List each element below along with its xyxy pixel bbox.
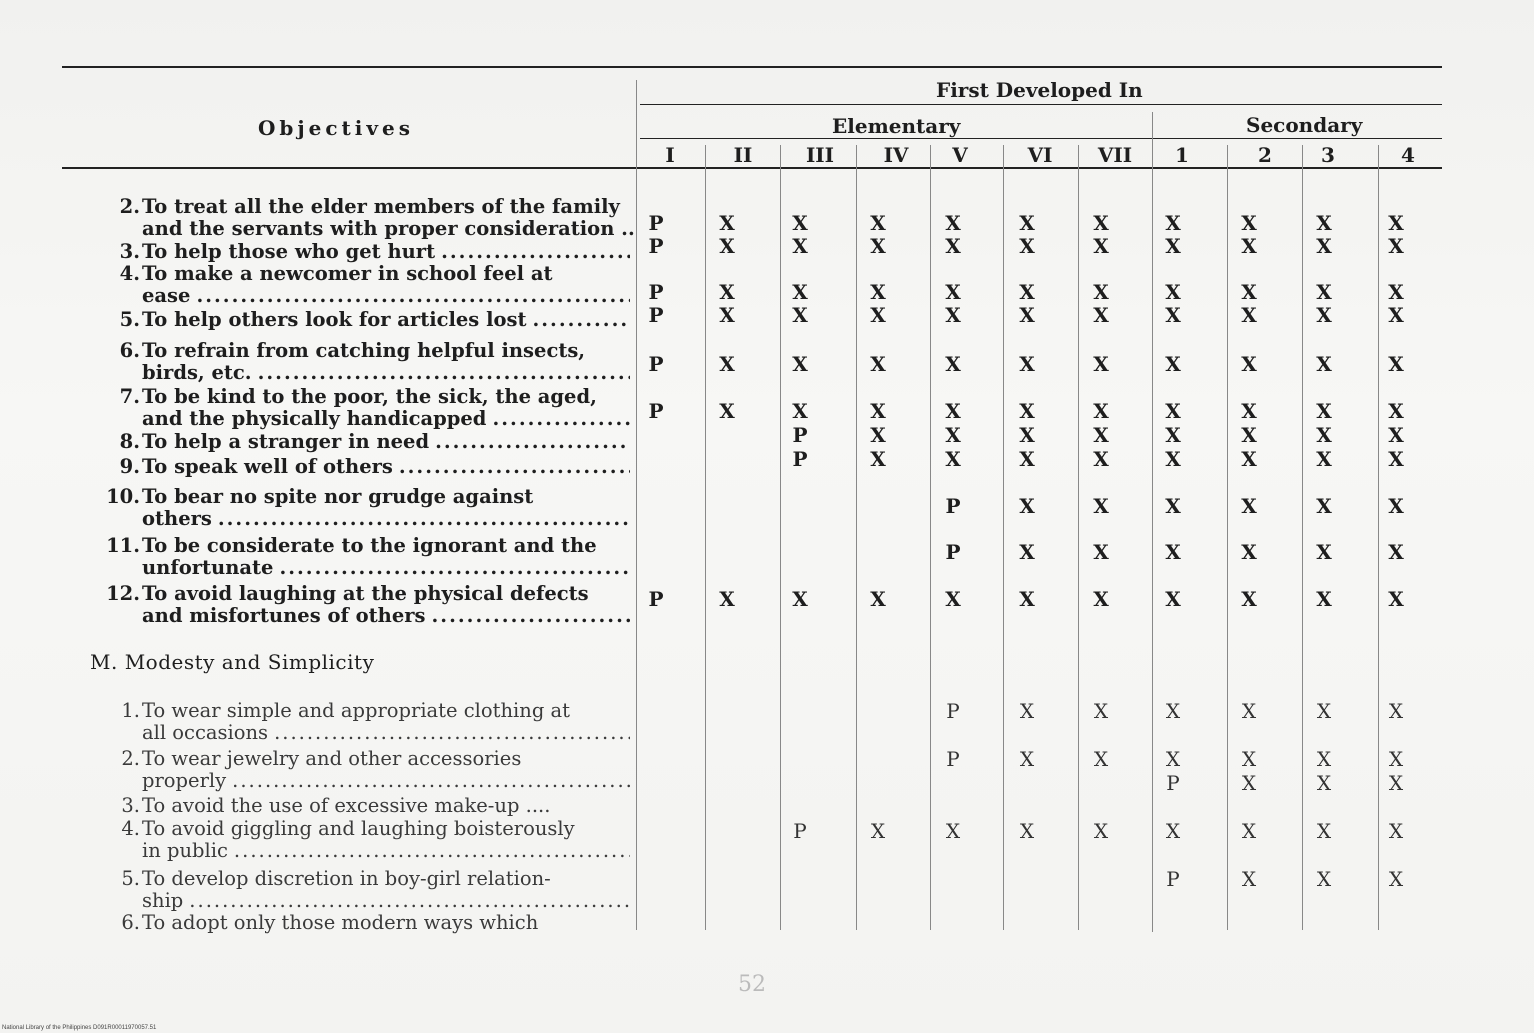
mark-x: X [1093,352,1109,376]
objective-item [100,535,630,579]
objective-number: 9. [119,455,140,478]
mark-x: X [1165,423,1181,447]
objective-item [100,583,630,627]
objective-text: To avoid giggling and laughing boisterously [142,817,575,840]
objective-item [100,456,630,478]
objective-number: 1. [121,699,140,722]
mark-p: P [648,280,664,304]
mark-x: X [1388,234,1404,258]
objective-line [100,748,630,770]
mark-p: P [648,352,664,376]
mark-x: X [1019,280,1035,304]
mark-x: X [1093,447,1109,471]
footer-credit: National Library of the Philippines D091R00011970057.51 [2,1025,157,1031]
objective-number: 4. [119,262,140,285]
mark-x: X [792,211,808,235]
mark-x: X [792,587,808,611]
mark-x: X [1165,494,1181,518]
mark-x: X [1093,280,1109,304]
mark-x: X [1165,587,1181,611]
mark-x: X [1316,587,1332,611]
objective-line [100,700,630,722]
mark-x: X [1388,699,1404,723]
mark-x: X [1093,747,1109,771]
col-divider [856,145,857,930]
mark-x: X [1316,771,1332,795]
objective-text: To help others look for articles lost [142,308,527,331]
mark-x: X [1388,211,1404,235]
grade-IV: IV [883,143,909,167]
objective-line [100,386,630,408]
mark-x: X [1316,494,1332,518]
objective-number: 10. [106,485,140,508]
mark-p: P [648,587,664,611]
grade-II: II [733,143,753,167]
col-divider [930,145,931,930]
mark-x: X [1241,280,1257,304]
mark-p: P [648,399,664,423]
mark-x: X [1241,352,1257,376]
mark-x: X [1019,423,1035,447]
leader-dots [532,309,630,331]
mark-x: X [945,423,961,447]
mark-x: X [1093,303,1109,327]
mark-p: P [945,494,961,518]
mark-p: P [648,303,664,327]
mark-x: X [1241,699,1257,723]
objective-line [100,408,630,430]
objective-line [100,890,630,912]
leader-dots [399,456,630,478]
objective-line [100,535,630,557]
mark-x: X [1316,423,1332,447]
mark-x: X [792,303,808,327]
header-bottom-rule [62,167,1442,169]
mark-x: X [1388,303,1404,327]
objective-text: To avoid the use of excessive make-up .... [142,794,551,817]
mark-x: X [945,234,961,258]
mark-x: X [1165,211,1181,235]
objective-line [100,309,630,331]
mark-x: X [1241,303,1257,327]
mark-x: X [1388,771,1404,795]
mark-x: X [1241,819,1257,843]
mark-x: X [1388,540,1404,564]
mark-x: X [945,399,961,423]
mark-x: X [1019,540,1035,564]
grade-V: V [952,143,968,167]
mark-x: X [1316,352,1332,376]
mark-x: X [1241,771,1257,795]
objective-item [100,748,630,792]
objective-number: 11. [106,534,140,557]
objective-item [100,700,630,744]
leader-dots [218,508,630,530]
objective-text: To wear simple and appropriate clothing at [142,699,570,722]
objective-item [100,340,630,384]
mark-x: X [870,303,886,327]
objective-line [100,557,630,579]
mark-x: X [870,423,886,447]
mark-x: X [1165,447,1181,471]
objective-text: others [142,507,212,530]
mark-p: P [946,747,960,771]
mark-p: P [648,234,664,258]
leader-dots [274,722,630,744]
mark-x: X [1093,234,1109,258]
objective-line [100,508,630,530]
objective-text: To develop discretion in boy-girl relation- [142,867,551,890]
col-divider [1227,145,1228,930]
mark-x: X [792,399,808,423]
objective-line [100,263,630,285]
mark-x: X [870,399,886,423]
objective-line [100,285,630,307]
objective-text: To bear no spite nor grudge against [142,485,534,508]
mark-x: X [1093,819,1109,843]
objective-number: 5. [119,308,140,331]
mark-x: X [1316,747,1332,771]
section-title: M. Modesty and Simplicity [90,650,375,674]
objective-number: 6. [121,911,140,934]
objective-line [100,722,630,744]
mark-x: X [945,587,961,611]
objective-line [100,241,630,263]
mark-x: X [1019,587,1035,611]
mark-p: P [1166,771,1180,795]
objective-line [100,431,630,453]
mark-x: X [1241,211,1257,235]
mark-x: X [1316,303,1332,327]
grade-VII: VII [1097,143,1133,167]
mark-x: X [719,211,735,235]
grade-VI: VI [1027,143,1053,167]
mark-x: X [870,352,886,376]
mark-x: X [1019,819,1035,843]
objective-number: 8. [119,430,140,453]
leader-dots [258,362,630,384]
col-divider [1078,145,1079,930]
mark-x: X [719,587,735,611]
mark-x: X [719,303,735,327]
mark-x: X [1165,399,1181,423]
mark-x: X [1019,399,1035,423]
mark-x: X [870,587,886,611]
mark-x: X [945,280,961,304]
objective-item [100,431,630,453]
mark-x: X [1241,587,1257,611]
mark-x: X [1019,303,1035,327]
objective-number: 5. [121,867,140,890]
leader-dots [232,770,630,792]
mark-x: X [870,211,886,235]
mark-x: X [945,211,961,235]
page-number: 52 [738,972,766,997]
mark-x: X [1316,699,1332,723]
mark-x: X [1019,699,1035,723]
objective-text: unfortunate [142,556,274,579]
objective-text: To help those who get hurt [142,240,436,263]
leader-dots [441,241,630,263]
objective-item [100,795,630,817]
mark-x: X [1165,303,1181,327]
objective-text: To be kind to the poor, the sick, the aged, [142,385,597,408]
mark-x: X [1388,423,1404,447]
mark-x: X [1241,747,1257,771]
objective-number: 3. [121,794,140,817]
mark-x: X [1093,699,1109,723]
mark-x: X [1165,747,1181,771]
mark-p: P [648,211,664,235]
mark-x: X [792,280,808,304]
objective-text: To make a newcomer in school feel at [142,262,553,285]
mark-x: X [1388,819,1404,843]
leader-dots [279,557,630,579]
mark-p: P [792,423,808,447]
objective-text: To treat all the elder members of the family [142,195,620,218]
objective-text: To be considerate to the ignorant and the [142,534,597,557]
objective-line [100,583,630,605]
leader-dots [196,285,630,307]
objective-number: 12. [106,582,140,605]
mark-x: X [1316,280,1332,304]
objective-text: To wear jewelry and other accessories [142,747,522,770]
objective-text: properly [142,769,227,792]
objective-number: 2. [121,747,140,770]
mark-x: X [1165,699,1181,723]
objective-line [100,770,630,792]
objective-line [100,840,630,862]
objective-text: To adopt only those modern ways which [142,911,539,934]
mark-x: X [1019,747,1035,771]
secondary-heading: Secondary [1246,113,1363,137]
objective-line [100,456,630,478]
mark-x: X [1241,867,1257,891]
mark-x: X [1316,819,1332,843]
objectives-divider [636,80,637,930]
mark-x: X [1316,540,1332,564]
objective-line [100,912,630,934]
objectives-heading: Objectives [258,116,414,140]
mark-x: X [870,819,886,843]
mark-x: X [1165,280,1181,304]
mark-x: X [1388,494,1404,518]
mark-x: X [945,819,961,843]
grade-III: III [805,143,835,167]
mark-x: X [870,447,886,471]
col-divider [780,145,781,930]
mark-p: P [792,447,808,471]
mark-x: X [1316,234,1332,258]
objective-text: and the servants with proper consideration .. [142,217,635,240]
level-divider [1152,112,1153,932]
mark-x: X [719,399,735,423]
mark-x: X [1165,352,1181,376]
mark-x: X [1388,747,1404,771]
mark-x: X [1019,494,1035,518]
objective-number: 4. [121,817,140,840]
level-rule [640,138,1442,139]
first-developed-rule [640,104,1442,105]
mark-x: X [792,352,808,376]
objective-line [100,486,630,508]
mark-x: X [1241,234,1257,258]
mark-x: X [1388,867,1404,891]
objective-line [100,217,635,240]
mark-x: X [719,352,735,376]
mark-x: X [1093,423,1109,447]
mark-x: X [1241,423,1257,447]
objective-line [100,362,630,384]
mark-x: X [1093,211,1109,235]
mark-x: X [1388,587,1404,611]
mark-x: X [1165,540,1181,564]
objective-line [100,605,630,627]
mark-x: X [719,280,735,304]
objective-item [100,241,630,263]
leader-dots [432,605,631,627]
mark-x: X [945,303,961,327]
mark-p: P [793,819,807,843]
leader-dots [189,890,630,912]
mark-p: P [945,540,961,564]
objective-text: To avoid laughing at the physical defects [142,582,589,605]
objective-text: all occasions [142,721,269,744]
objective-line [100,818,630,840]
objective-item [100,195,635,240]
mark-x: X [1316,867,1332,891]
objective-number: 2. [119,195,140,218]
mark-x: X [1316,399,1332,423]
top-rule [62,66,1442,68]
objective-text: in public [142,839,228,862]
mark-x: X [1019,352,1035,376]
mark-x: X [1388,352,1404,376]
col-divider [1378,145,1379,930]
mark-x: X [1241,447,1257,471]
objective-number: 3. [119,240,140,263]
objective-line [100,868,630,890]
mark-p: P [946,699,960,723]
mark-x: X [1316,447,1332,471]
objective-text: and the physically handicapped [142,407,487,430]
grade-I: I [665,143,675,167]
grade-1: 1 [1175,143,1189,167]
col-divider [1003,145,1004,930]
objective-text: ease [142,284,191,307]
mark-x: X [1388,399,1404,423]
mark-x: X [945,352,961,376]
objective-line [100,196,630,218]
mark-x: X [1316,211,1332,235]
objective-text: To help a stranger in need [142,430,430,453]
mark-x: X [1093,587,1109,611]
objective-item [100,486,630,530]
mark-x: X [1019,447,1035,471]
grade-2: 2 [1258,143,1272,167]
leader-dots [435,431,630,453]
objective-line [100,340,630,362]
mark-x: X [1165,234,1181,258]
objective-number: 6. [119,339,140,362]
mark-x: X [870,280,886,304]
mark-x: X [1388,280,1404,304]
objective-item [100,912,630,934]
mark-x: X [1165,819,1181,843]
first-developed-heading: First Developed In [936,78,1143,102]
leader-dots [234,840,630,862]
objective-item [100,263,630,307]
grade-4: 4 [1401,143,1415,167]
objective-text: and misfortunes of others [142,604,426,627]
grade-3: 3 [1321,143,1335,167]
objective-text: birds, etc. [142,361,252,384]
col-divider [705,145,706,930]
objective-text: ship [142,889,184,912]
mark-x: X [719,234,735,258]
objective-line [100,795,630,817]
mark-x: X [1093,540,1109,564]
mark-x: X [1241,399,1257,423]
mark-p: P [1166,867,1180,891]
mark-x: X [1093,494,1109,518]
mark-x: X [1019,211,1035,235]
objective-item [100,386,630,430]
leader-dots [492,408,630,430]
col-divider [1302,145,1303,930]
mark-x: X [1388,447,1404,471]
mark-x: X [792,234,808,258]
elementary-heading: Elementary [832,114,961,138]
objective-text: To refrain from catching helpful insects, [142,339,586,362]
mark-x: X [1241,494,1257,518]
mark-x: X [1241,540,1257,564]
mark-x: X [870,234,886,258]
mark-x: X [1019,234,1035,258]
objective-item [100,818,630,862]
objective-text: To speak well of others [142,455,393,478]
objective-item [100,868,630,912]
objective-item [100,309,630,331]
objective-number: 7. [119,385,140,408]
mark-x: X [1093,399,1109,423]
mark-x: X [945,447,961,471]
